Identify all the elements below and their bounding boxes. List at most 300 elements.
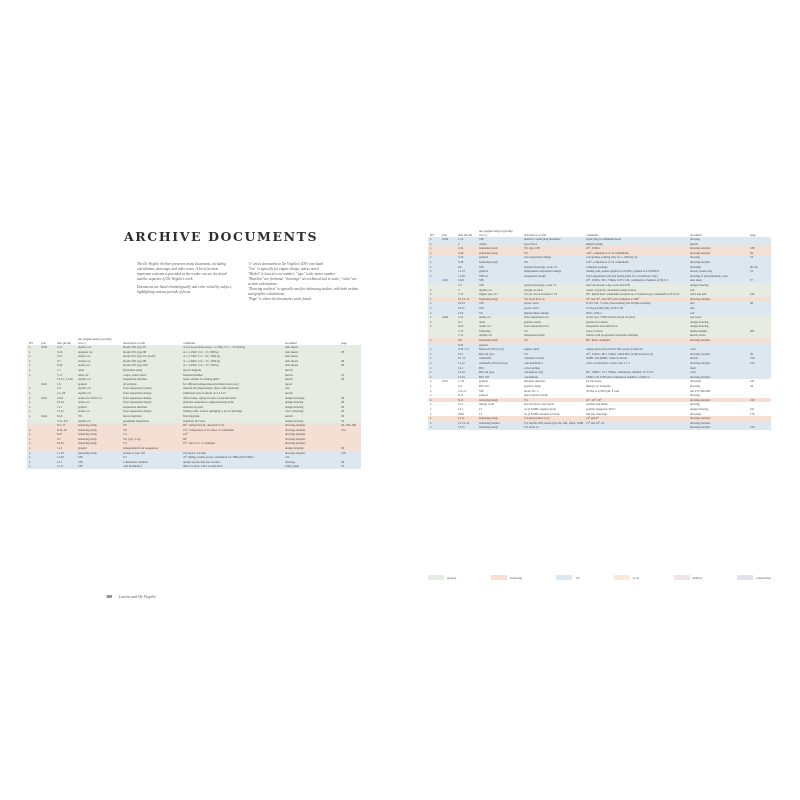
cell-comments: 60°, 1986cc, 72 x 76mm, combustion chamber of 37.2cc: [584, 370, 688, 375]
cell-use: 538: [76, 460, 121, 465]
table-header: [428, 228, 771, 237]
cell-doc: drawing analysis: [688, 297, 748, 302]
cell-desc: V4, Aprilia 438, Ardea type 99, 100, 100A, 100B: [524, 420, 584, 425]
table-row: [27, 464, 361, 469]
legend-swatch: [737, 575, 753, 580]
cell-page: 28: [339, 400, 361, 405]
cell-date: 8.12: [458, 393, 464, 398]
cell-use: balancing study: [477, 338, 522, 343]
cell-page: 28: [339, 377, 361, 382]
cell-date: 4.7: [55, 359, 76, 364]
cell-year: 1945: [440, 278, 456, 283]
cell-doc: drawing analysis: [688, 425, 748, 430]
column-header: description or title: [121, 336, 181, 345]
cell-comments: 69°: [181, 437, 283, 442]
cell-doc: memorandum: [688, 329, 748, 334]
cell-desc: model 228, type 88: [121, 359, 181, 364]
cell-use: 538: [477, 306, 522, 311]
cell-dv: x: [428, 269, 440, 274]
cell-desc: detailed drawings, scale 1:1: [522, 265, 584, 270]
intro-note: "Page" is where the document can be found.: [248, 297, 312, 301]
cell-use: Maserati 750 (4-cyl): [477, 347, 522, 352]
cell-page: 24: [750, 384, 753, 388]
cell-page: 29: [339, 414, 361, 419]
cell-doc: calcs and text: [688, 292, 748, 297]
cell-page: 37: [748, 278, 771, 283]
cell-doc: calcs, drawings: [283, 409, 339, 414]
cell-dv: x: [27, 428, 39, 433]
legend-label: competition: [755, 575, 771, 580]
column-header: description or title: [522, 228, 584, 237]
cell-use: V6: [477, 311, 522, 316]
cell-use: general: [477, 269, 522, 274]
cell-comments: gearbox for Ardea: [584, 320, 688, 325]
cell-desc: V4, from C1: [522, 425, 584, 430]
cell-date: 10. 12: [456, 356, 477, 361]
cell-page: 221: [750, 406, 755, 411]
cell-dv: x: [27, 414, 39, 419]
cell-use: general: [477, 255, 522, 260]
cell-dv: x: [428, 421, 440, 426]
cell-dv: x: [428, 352, 440, 357]
cell-desc: V6: [522, 329, 584, 334]
cell-doc: drawing analysis: [688, 421, 748, 426]
cell-comments: 16°, 22°, 29°: [584, 398, 688, 403]
cell-date: 7.1: [55, 368, 76, 373]
cell-dv: x: [428, 242, 440, 247]
cell-date: 2.4–11: [458, 388, 467, 393]
cell-dv: x: [430, 393, 432, 398]
cell-desc: V6 cyl. block revised to V4: [522, 292, 584, 297]
cell-date: 10.1: [456, 352, 477, 357]
cell-year: 1946: [440, 315, 456, 320]
cell-page: 28: [339, 350, 361, 355]
cell-page: 219: [748, 398, 771, 403]
cell-year: 1939: [39, 345, 55, 350]
cell-dv: x: [27, 441, 39, 446]
cell-date: 1.6: [55, 382, 76, 387]
cell-desc: front suspension test: [522, 315, 584, 320]
cell-doc: data sheets: [283, 363, 339, 368]
cell-comments: [584, 425, 688, 430]
cell-date: 11.1: [55, 405, 76, 410]
column-header: comments: [584, 228, 688, 237]
cell-page: 32: [339, 373, 361, 378]
cell-date: 3.21: [55, 354, 76, 359]
intro-note: "Model" is Lancia's car number; "type" is the motor number: [248, 272, 336, 276]
cell-doc: drawing: [690, 402, 700, 407]
cell-desc: V6: [522, 251, 584, 256]
cell-date: 6.26: [55, 363, 76, 368]
cell-doc: design drawing: [688, 283, 748, 288]
cell-comments: for different temperatures (includes Juan note): [181, 382, 283, 387]
cell-desc: weight on axles: [522, 288, 584, 293]
cell-comments: 45° and 50°, also 90° with crankpins at 180°: [584, 297, 688, 302]
page-number: 300: [106, 594, 112, 599]
cell-doc: drawing analysis: [688, 352, 748, 357]
cell-dv: x: [27, 368, 39, 373]
cell-page: 39: [748, 352, 771, 357]
cell-use: 528 car: [477, 274, 522, 279]
intro-note: "Sketches" are freehand; "drawings" are technical and to scale; "calcs" are written calculations.: [248, 277, 357, 286]
page-title: ARCHIVE DOCUMENTS: [124, 229, 319, 244]
cell-desc: power curve: [522, 301, 584, 306]
cell-dv: x: [428, 306, 440, 311]
cell-page: 176: [750, 411, 755, 416]
column-header: DV: [428, 228, 440, 237]
cell-comments: hairpin spring: [584, 242, 688, 247]
cell-page: 218: [339, 451, 361, 456]
cell-doc: calc: [688, 311, 748, 316]
cell-use: B10: [477, 366, 522, 371]
cell-desc: model 250, type 100: [121, 363, 181, 368]
column-header: use (engine design typically, u.n.o.): [76, 336, 121, 345]
cell-doc: drawing of arm (thermal), calcs: [688, 274, 748, 279]
cell-comments: lifter location, valve acceleration: [181, 464, 283, 469]
cell-use: balancing study: [477, 260, 522, 265]
cell-desc: furniture sketches: [524, 379, 546, 384]
cell-year: 1942: [39, 396, 55, 401]
cell-date: 10.22: [55, 441, 76, 446]
cell-comments: alternate suspension, angled steering arms: [181, 400, 283, 405]
cell-doc: design drawing: [688, 320, 748, 325]
cell-comments: A = 2.73m², Cd = .61; 1600 kg: [181, 354, 283, 359]
cell-doc: sketch, notes: [688, 333, 748, 338]
cell-doc: design drawing: [283, 419, 339, 424]
cell-doc: drawing analysis: [688, 361, 748, 366]
cell-page: 28: [339, 359, 361, 364]
cell-dv: x: [428, 398, 440, 403]
cell-doc: chart: [688, 366, 748, 371]
cell-comments: complete package: [584, 265, 688, 270]
cell-dv: x: [428, 311, 440, 316]
cell-comments: 90°, three crankpins: [584, 338, 688, 343]
cell-dv: x: [27, 373, 39, 378]
cell-comments: isometric 3D view: [181, 419, 283, 424]
intro-note: "x" notes documents in De Virgilio's (DV) own hand: [248, 262, 324, 266]
cell-dv: x: [428, 361, 440, 366]
cell-use: testing room: [479, 402, 495, 407]
cell-dv: x: [428, 292, 440, 297]
cell-desc: front suspension design: [121, 400, 181, 405]
cell-doc: sketch: [283, 391, 339, 396]
cell-dv: x: [428, 246, 440, 251]
cell-dv: x: [27, 405, 39, 410]
cell-desc: engine study: [522, 347, 584, 352]
cell-date: 10.1: [458, 402, 464, 407]
column-header: page: [339, 336, 361, 345]
table-row: [428, 425, 771, 430]
cell-desc: calculation only: [522, 370, 584, 375]
cell-desc: V6, from 8.10 on: [522, 297, 584, 302]
cell-page: 219: [748, 425, 771, 430]
cell-date: 2.21: [456, 315, 477, 320]
cell-desc: V6: [522, 352, 584, 357]
cell-use: general: [76, 405, 121, 410]
cell-use: other car: [76, 373, 121, 378]
cell-date: 7.13: [456, 292, 477, 297]
cell-use: 538: [479, 388, 484, 393]
legend-swatch: [491, 575, 507, 580]
cell-date: 2.1–29: [55, 391, 76, 396]
cell-doc: drawing analysis: [688, 251, 748, 256]
cell-comments: checks with progressive hydraulic damping: [584, 333, 688, 338]
cell-date: 12.1: [458, 406, 464, 411]
cell-dv: x: [428, 416, 440, 421]
cell-use: V6: [76, 414, 121, 419]
cell-comments: Lapo's review: [584, 329, 688, 334]
cell-dv: x: [428, 297, 440, 302]
cell-use: 538: [477, 301, 522, 306]
cell-date: 10.24: [55, 400, 76, 405]
cell-date: 10.27: [456, 306, 477, 311]
cell-dv: x: [428, 288, 440, 293]
cell-desc: V6, type 138: [522, 246, 584, 251]
cell-use: general: [76, 382, 121, 387]
cell-comments: valve acceleration, rocker ratio 1.1:1: [584, 361, 688, 366]
cell-comments: 120°, comparison of 12 crankshafts: [584, 251, 688, 256]
cell-comments: coil springs, trailing arm, for a 1200 kg car: [584, 255, 688, 260]
cell-date: 11.2: [55, 446, 76, 451]
column-header: use (engine design typically, u.n.o.): [477, 228, 522, 237]
cell-desc: calculations: [522, 375, 584, 380]
cell-date: 12.13–14: [456, 421, 477, 426]
cell-desc: V4: [522, 398, 584, 403]
cell-use: B10 197: [479, 384, 490, 388]
cell-doc: sketch: [283, 373, 339, 378]
cell-use: Ardea car: [477, 324, 522, 329]
cell-page: 287: [748, 329, 771, 334]
cell-doc: drawing analysis: [688, 416, 748, 421]
cell-desc: V6: [121, 428, 181, 433]
legend-swatch: [428, 575, 444, 580]
cell-comments: 18a motor, 4.9 litre: [181, 451, 283, 456]
cell-use: C1: [479, 411, 483, 416]
cell-comments: A = 2.46m², Cd = .71; 1000 kg: [181, 359, 283, 364]
cell-comments: A = 1.63m², Cd = .37; 700 kg: [181, 363, 283, 368]
legend-swatch: [556, 575, 572, 580]
cell-desc: freewheel study: [121, 368, 181, 373]
cell-use: B10 A4 type: [477, 352, 522, 357]
column-header: DV: [27, 336, 39, 345]
cell-use: Aprilia car: [76, 345, 121, 350]
cell-use: Ardea car: [76, 363, 121, 368]
cell-date: 11.18: [55, 451, 76, 456]
cell-desc: combustion chamber: [121, 460, 181, 465]
cell-use: balancing study: [477, 246, 522, 251]
cell-comments: front suspension arm and spring (data for calculations only): [584, 274, 688, 279]
cell-page: 33: [339, 446, 361, 451]
cell-year: 1940: [39, 382, 55, 387]
archive-table-right: [428, 228, 771, 430]
cell-use: balancing studies: [477, 421, 522, 426]
cell-use: Astura car: [76, 354, 121, 359]
cell-doc: text: [283, 386, 339, 391]
cell-desc: V4: [121, 455, 181, 460]
cell-use: 538: [76, 464, 121, 469]
cell-desc: suspension sketches: [121, 405, 181, 410]
cell-date: 1981: [458, 411, 464, 416]
cell-dv: x: [27, 386, 39, 391]
cell-dv: x: [27, 354, 39, 359]
cell-dv: x: [27, 350, 39, 355]
cell-doc: test 471/390.206: [690, 388, 710, 393]
cell-doc: sketch: [688, 242, 748, 247]
cell-dv: x: [27, 455, 39, 460]
cell-comments: 10°; comparison of 12, three 3 crankshafts: [181, 428, 283, 433]
cell-year: 1944: [440, 237, 456, 242]
cell-desc: type 104/4: [522, 242, 584, 247]
cell-date: 10.23: [456, 301, 477, 306]
cell-use: Aprilia car: [76, 386, 121, 391]
cell-date: 7.11: [55, 373, 76, 378]
cell-date: 8.16: [55, 414, 76, 419]
cell-desc: V4: [121, 432, 181, 437]
cell-desc: V6: [522, 338, 584, 343]
cell-doc: sketch, patent dwg: [688, 269, 748, 274]
cell-use: 538: [477, 237, 522, 242]
cell-comments: 20°, 2549cc, 80 x 72mm, called B10 (2,SR second rod): [584, 352, 688, 357]
cell-desc: in-line 2, type 102: [121, 451, 181, 456]
cell-date: 5.31–6.8: [55, 419, 76, 424]
cell-desc: pendulum suspension: [121, 419, 181, 424]
cell-date: 6.2: [456, 320, 477, 325]
cell-desc: V4: [121, 441, 181, 446]
cell-desc: front suspension test: [522, 324, 584, 329]
cell-doc: sketch: [283, 368, 339, 373]
cell-page: 31: [748, 269, 771, 274]
cell-comments: offset brake, spring location of parallel arms: [181, 396, 283, 401]
cell-comments: 45° timing, results power calculation for 1882,2324,3309cc: [181, 455, 283, 460]
cell-date: 11.29: [456, 274, 477, 279]
cell-doc: drawing analysis: [283, 451, 339, 456]
cell-date: 9.7: [55, 437, 76, 442]
cell-use: Augusta car: [76, 350, 121, 355]
cell-dv: x: [428, 347, 440, 352]
cell-comments: parallel and inline: [586, 402, 608, 407]
cell-doc: test notes: [688, 315, 748, 320]
cell-comments: alternate layouts: [181, 405, 283, 410]
cell-dv: x: [27, 400, 39, 405]
cell-desc: valve springs: [522, 366, 584, 371]
cell-page: 40, 182, 209: [339, 423, 361, 428]
cell-doc: drawing analysis: [688, 398, 748, 403]
cell-dv: x: [27, 345, 39, 350]
cell-date: 1.9: [55, 386, 76, 391]
cell-desc: independent front suspension: [121, 446, 181, 451]
cell-desc: model 233, type 88: [121, 350, 181, 355]
cell-doc: sketch: [688, 356, 748, 361]
cell-page: 35: [339, 464, 361, 469]
cell-doc: calcs: [688, 370, 748, 375]
cell-desc: V4 and parallel 4-cyl: [522, 416, 584, 421]
cell-page: 29: [339, 409, 361, 414]
cell-year: [440, 425, 456, 430]
cell-use: general: [477, 343, 522, 348]
table-header: [27, 336, 361, 345]
cell-date: 12.31: [456, 425, 477, 430]
cell-doc: drawings: [690, 411, 701, 416]
legend-item: [428, 575, 456, 580]
cell-doc: design drawing: [283, 446, 339, 451]
cell-date: 5.26: [456, 255, 477, 260]
cell-year: 1947: [442, 379, 448, 384]
cell-comments: Zuccone Rossi's only work with FIN: [584, 283, 688, 288]
cell-comments: 2.6°: [181, 432, 283, 437]
cell-comments: Ardea type 750B without shock absorber: [584, 315, 688, 320]
cell-page: 33: [339, 419, 361, 424]
cell-dv: x: [27, 432, 39, 437]
legend-label: general: [447, 575, 457, 580]
cell-use: engine type 111: [477, 292, 522, 297]
cell-dv: x: [27, 460, 39, 465]
cell-page: 28: [339, 396, 361, 401]
cell-date: 2: [456, 242, 477, 247]
cell-desc: bed circuit for test bench: [524, 402, 554, 407]
cell-comments: parallel staggered, 905cc: [586, 406, 616, 411]
cell-date: 6.24: [456, 324, 477, 329]
cell-comments: A = 2.13m², Cd = .71; 868 kg: [181, 350, 283, 355]
legend-label: balancing: [509, 575, 523, 580]
cell-comments: freehand studies: [181, 373, 283, 378]
cell-page: 214: [339, 428, 361, 433]
cell-use: Ardea for 4.93L car: [76, 396, 121, 401]
cell-comments: suspension arm deflection: [584, 324, 688, 329]
cell-dv: x: [430, 379, 432, 384]
cell-comments: 51.7hp (4,500 rpm), 6.70:1 CR: [584, 306, 688, 311]
cell-use: balancing study: [76, 432, 121, 437]
cell-doc: design drawing: [688, 324, 748, 329]
cell-dv: x: [428, 425, 440, 430]
cell-dv: x: [428, 338, 440, 343]
cell-dv: x: [428, 375, 440, 380]
cell-doc: drawing: [283, 460, 339, 465]
intro-note: "Drawing analysis" is typically used for balancing studies, with both written and graphic calculations.: [248, 287, 359, 296]
cell-dv: x: [27, 464, 39, 469]
cell-year: [39, 464, 55, 469]
cell-year: 1944: [39, 414, 55, 419]
cell-desc: front suspension design: [121, 396, 181, 401]
cell-desc: rear suspension design: [522, 255, 584, 260]
cell-use: balancing study: [76, 451, 121, 456]
column-header: date (m.dd): [456, 228, 477, 237]
cell-doc: data sheets: [283, 350, 339, 355]
cell-comments: first diagrams: [181, 414, 283, 419]
cell-comments: additional note on detail on 2.13.13: [181, 391, 283, 396]
cell-dv: x: [430, 388, 432, 393]
cell-date: 2.4: [458, 384, 462, 388]
cell-doc: data sheets: [283, 345, 339, 350]
cell-dv: x: [27, 446, 39, 451]
cell-use: balancing study: [477, 416, 522, 421]
cell-use: general: [76, 446, 121, 451]
cell-page: 247: [750, 379, 755, 384]
cell-use: balancing study: [477, 251, 522, 256]
cell-use: balancing study: [477, 398, 522, 403]
cell-doc: calcs: [688, 347, 748, 352]
cell-desc: suspension design: [522, 274, 584, 279]
cell-doc: drawings: [688, 265, 748, 270]
intro-paragraph: Documents are listed chronologically and color-coded by subject, highlighting various periods of focus.: [137, 285, 232, 294]
cell-page: 216: [748, 356, 771, 361]
cell-use: balancing study: [76, 437, 121, 442]
cell-date: 9.12: [456, 398, 477, 403]
cell-use: Aprilia car: [477, 333, 522, 338]
cell-desc: general drawings, scale 1:1: [522, 283, 584, 288]
cell-comments: 20°, mixed feed crankshafts revised test of Aurelia type crankshaft on 8.12.45: [584, 292, 688, 297]
cell-date: 11.12: [456, 361, 477, 366]
cell-dv: x: [428, 301, 440, 306]
